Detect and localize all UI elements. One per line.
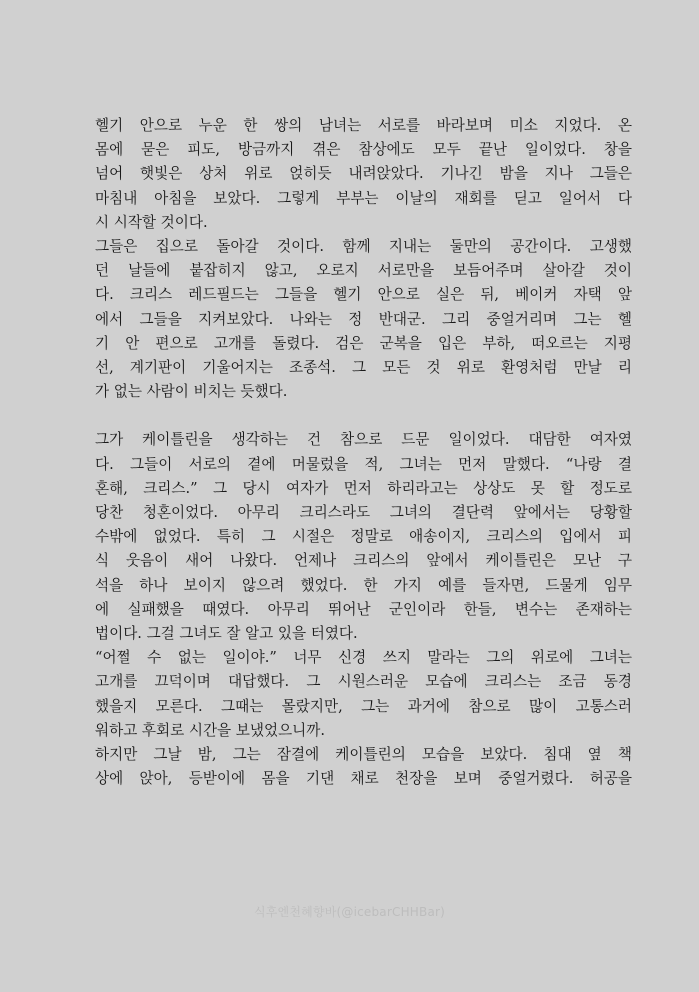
text-line: 던 날들에 붙잡히지 않고, 오로지 서로만을 보듬어주며 살아갈 것이 [95,262,632,280]
text-line: 에서 그들을 지켜보았다. 나와는 정 반대군. 그리 중얼거리며 그는 헬 [95,310,632,328]
text-line: 선, 계기판이 기울어지는 조종석. 그 모든 것 위로 환영처럼 만날 리 [95,358,632,376]
text-line: 넘어 햇빛은 상처 위로 얹히듯 내려앉았다. 기나긴 밤을 지나 그들은 [95,165,632,183]
text-line: 했을지 모른다. 그때는 몰랐지만, 그는 과거에 참으로 많이 고통스러 [95,697,632,715]
text-line: 고개를 끄덕이며 대답했다. 그 시원스러운 모습에 크리스는 조금 동경 [95,673,632,691]
text-line: 헬기 안으로 누운 한 쌍의 남녀는 서로를 바라보며 미소 지었다. 온 [95,117,632,134]
text-line: 마침내 아침을 보았다. 그렇게 부부는 이날의 재회를 딛고 일어서 다 [95,189,632,207]
paragraph-gap [95,404,632,428]
text-line: 시 시작할 것이다. [95,213,208,231]
text-line: 기 안 편으로 고개를 돌렸다. 검은 군복을 입은 부하, 떠오르는 지평 [95,334,632,352]
text-line: 에 실패했을 때였다. 아무리 뛰어난 군인이라 한들, 변수는 존재하는 [95,600,632,618]
text-line: 당찬 청혼이었다. 아무리 크리스라도 그녀의 결단력 앞에서는 당황할 [95,504,632,521]
text-line: 가 없는 사람이 비치는 듯했다. [95,383,288,401]
text-line: 몸에 묻은 피도, 방금까지 겪은 참상에도 모두 끝난 일이었다. 창을 [95,141,632,159]
text-line: 다. 그들이 서로의 곁에 머물렀을 적, 그녀는 먼저 말했다. “나랑 결 [95,455,632,473]
text-line: 워하고 후회로 시간을 보냈었으니까. [95,721,326,739]
text-line: 그들은 집으로 돌아갈 것이다. 함께 지내는 둘만의 공간이다. 고생했 [95,237,632,255]
text-line: 그가 케이틀린을 생각하는 건 참으로 드문 일이었다. 대담한 여자였 [95,431,632,449]
text-line: 상에 앉아, 등받이에 몸을 기댄 채로 천장을 보며 중얼거렸다. 허공을 [95,770,632,788]
text-line: 혼해, 크리스.” 그 당시 여자가 먼저 하리라고는 상상도 못 할 정도로 [95,479,632,497]
watermark-text: 식후엔천혜향바(@icebarCHHBar) [253,905,446,919]
text-line: 식 웃음이 새어 나왔다. 언제나 크리스의 앞에서 케이틀린은 모난 구 [95,552,632,570]
text-line: 석을 하나 보이지 않으려 했었다. 한 가지 예를 들자면, 드물게 임무 [95,576,632,594]
text-line: 다. 크리스 레드필드는 그들을 헬기 안으로 실은 뒤, 베이커 자택 앞 [95,286,632,304]
text-line: 법이다. 그걸 그녀도 잘 알고 있을 터였다. [95,624,358,642]
text-line: “어쩔 수 없는 일이야.” 너무 신경 쓰지 말라는 그의 위로에 그녀는 [95,649,632,667]
body-text [95,114,632,791]
text-line: 수밖에 없었다. 특히 그 시절은 정말로 애송이지, 크리스의 입에서 피 [95,528,632,546]
text-line: 하지만 그날 밤, 그는 잠결에 케이틀린의 모습을 보았다. 침대 옆 책 [95,745,632,763]
